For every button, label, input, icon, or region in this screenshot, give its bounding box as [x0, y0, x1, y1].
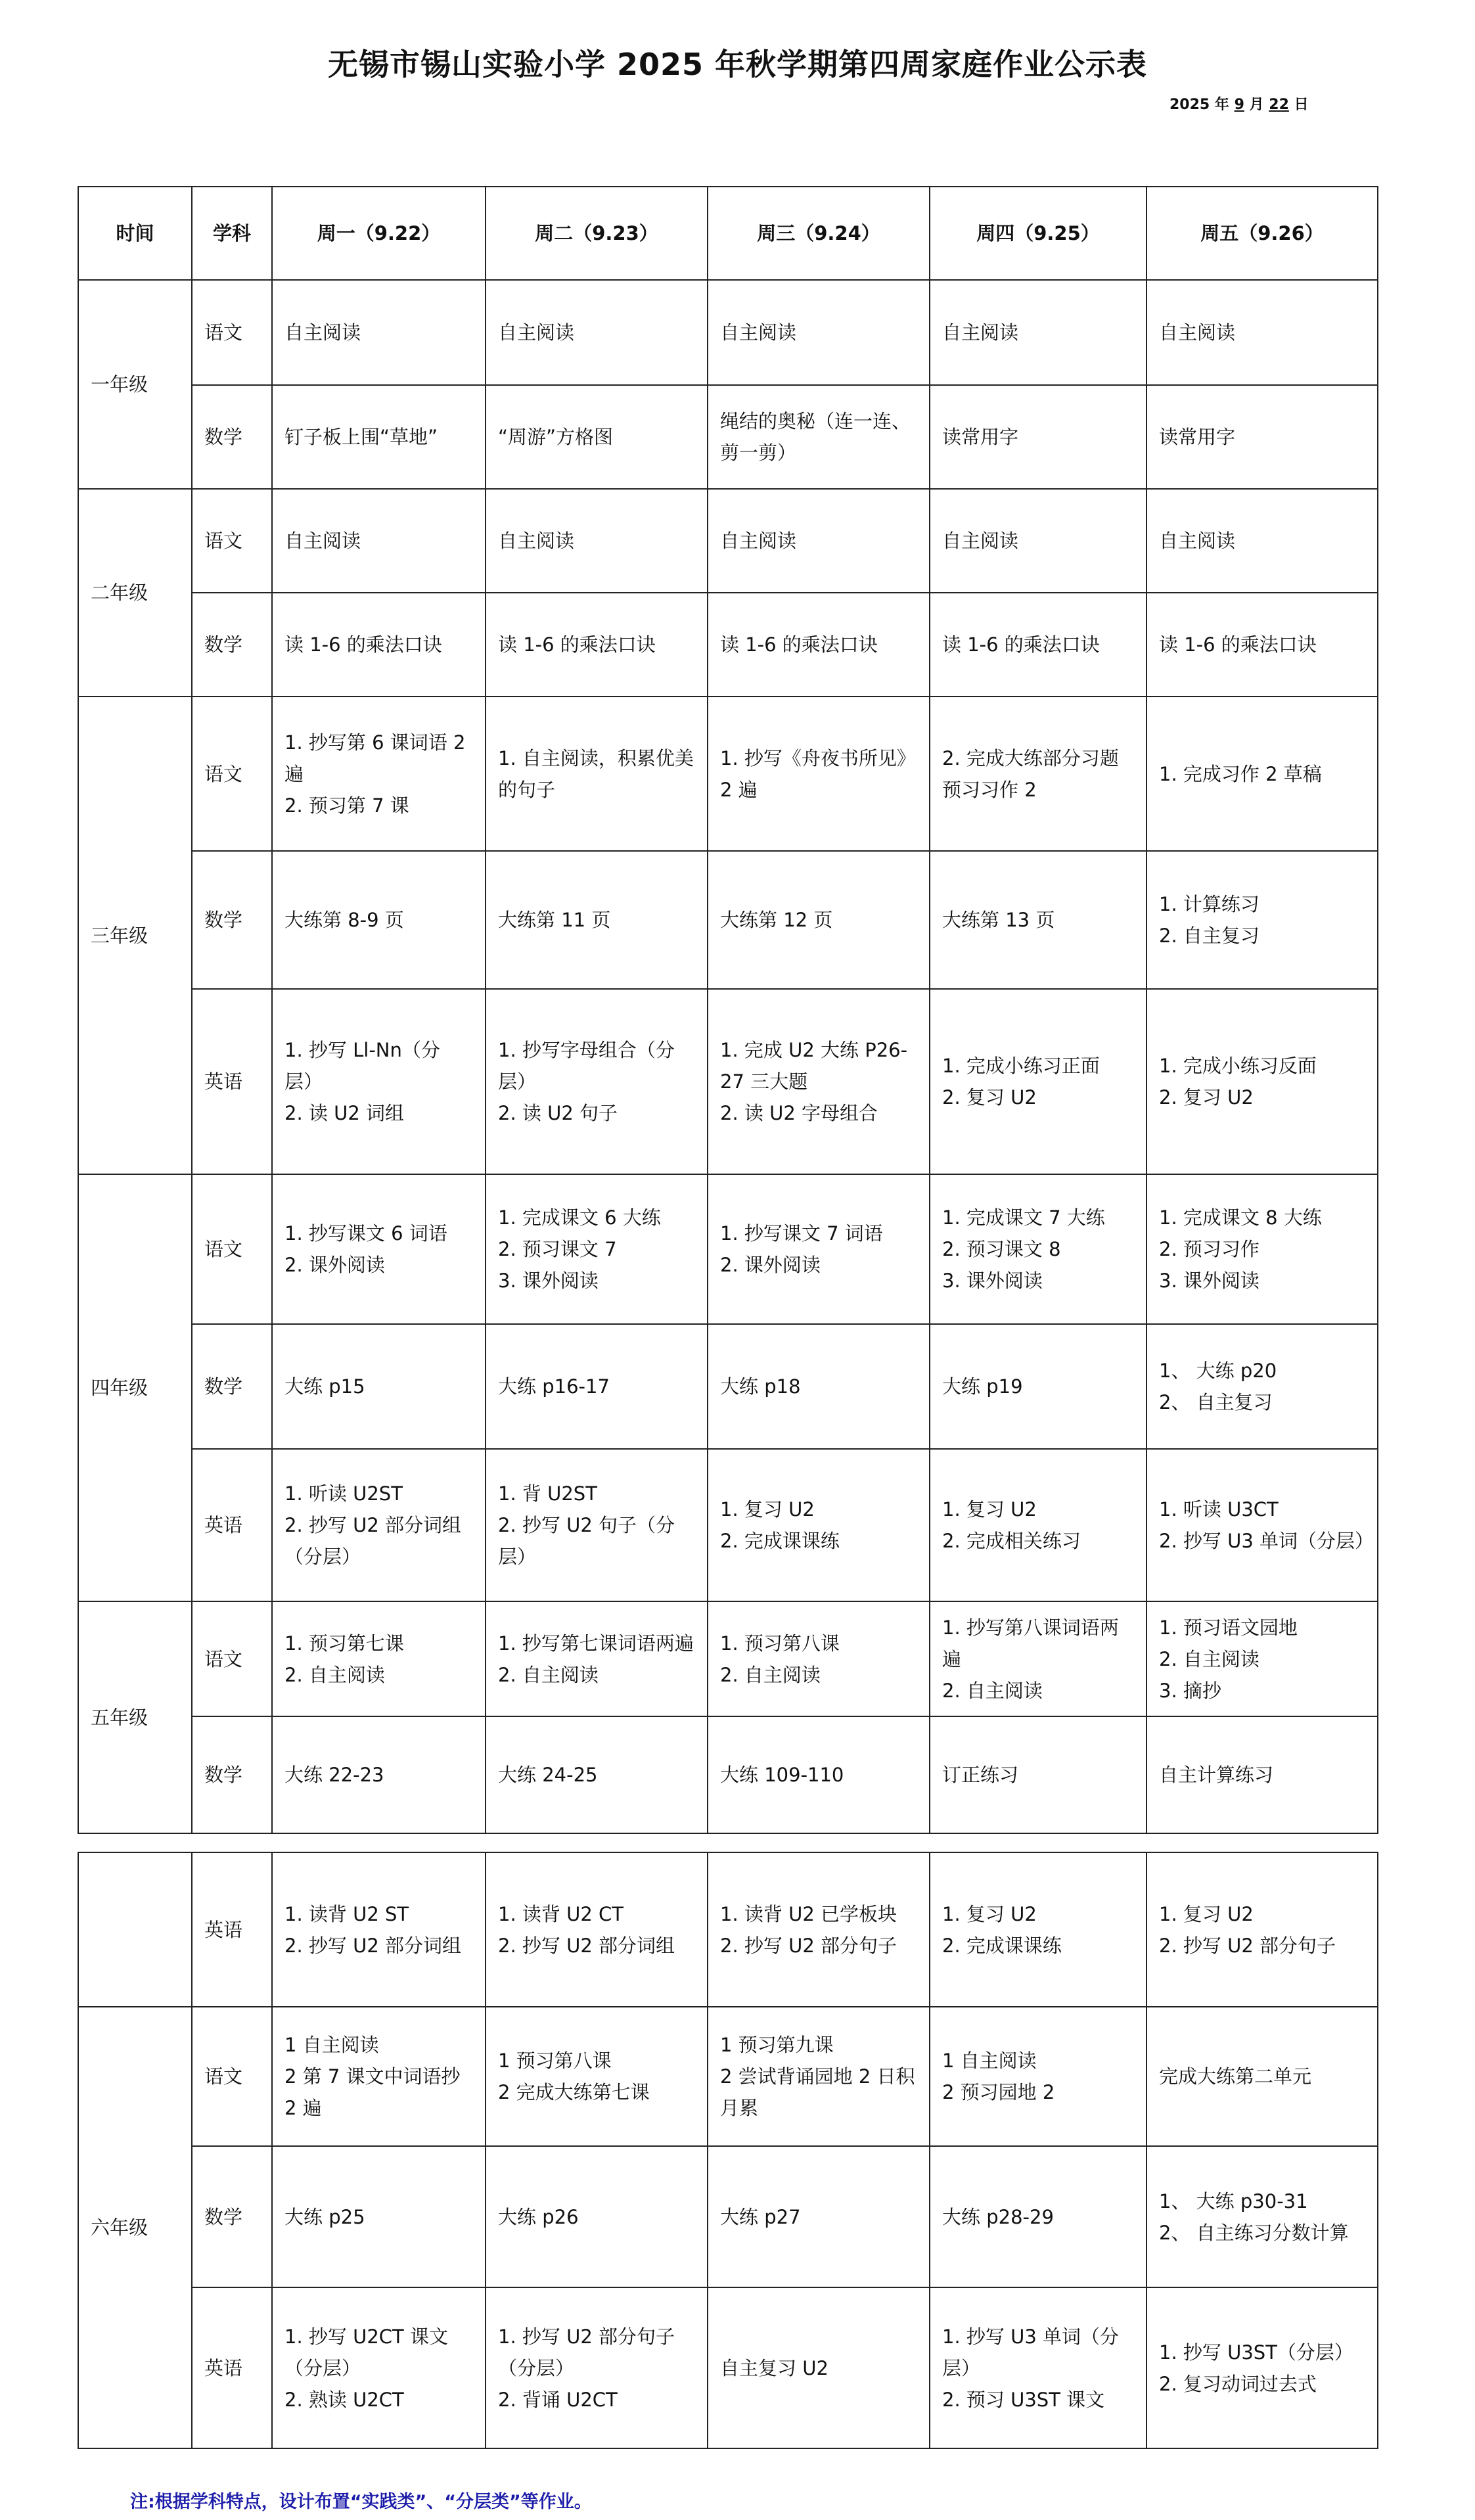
table-row — [78, 697, 1378, 851]
date-day: 22 — [1269, 97, 1289, 113]
header-day: 周二（9.23） — [486, 187, 708, 280]
table-row — [78, 2007, 1378, 2146]
subject-label: 语文 — [192, 1601, 272, 1716]
header-day: 周三（9.24） — [708, 187, 930, 280]
homework-cell: 1. 完成小练习反面 2. 复习 U2 — [1146, 989, 1378, 1174]
homework-cell: 大练第 13 页 — [930, 851, 1146, 989]
homework-cell: 1. 背 U2ST 2. 抄写 U2 句子（分层） — [486, 1449, 708, 1601]
homework-cell: 大练第 11 页 — [486, 851, 708, 989]
date-day-char: 日 — [1294, 97, 1309, 113]
header-subject: 学科 — [192, 187, 272, 280]
subject-label: 数学 — [192, 1324, 272, 1449]
homework-cell: 大练 p27 — [708, 2146, 930, 2287]
homework-cell: 读 1-6 的乘法口诀 — [1146, 593, 1378, 697]
header-day: 周四（9.25） — [930, 187, 1146, 280]
homework-cell: 1. 复习 U2 2. 完成课课练 — [708, 1449, 930, 1601]
homework-cell: 绳结的奥秘（连一连、剪一剪） — [708, 385, 930, 489]
homework-cell: 订正练习 — [930, 1716, 1146, 1833]
homework-cell: 1. 完成课文 8 大练 2. 预习习作 3. 课外阅读 — [1146, 1174, 1378, 1324]
homework-cell: 大练第 12 页 — [708, 851, 930, 989]
table-row — [78, 593, 1378, 697]
date-year: 2025 — [1169, 97, 1210, 113]
homework-cell: 1. 抄写 U3 单词（分层） 2. 预习 U3ST 课文 — [930, 2287, 1146, 2448]
homework-cell: 1. 完成小练习正面 2. 复习 U2 — [930, 989, 1146, 1174]
grade-label: 六年级 — [78, 2007, 192, 2448]
subject-label: 英语 — [192, 1852, 272, 2007]
table-row — [78, 280, 1378, 385]
subject-label: 数学 — [192, 851, 272, 989]
homework-cell: 大练 p28-29 — [930, 2146, 1146, 2287]
homework-cell: 大练 p19 — [930, 1324, 1146, 1449]
homework-cell: 1. 计算练习 2. 自主复习 — [1146, 851, 1378, 989]
homework-cell: 2. 完成大练部分习题 预习习作 2 — [930, 697, 1146, 851]
homework-cell: 自主阅读 — [272, 489, 486, 593]
homework-cell: 自主阅读 — [1146, 280, 1378, 385]
date-month: 9 — [1234, 97, 1244, 113]
homework-cell: 大练 p18 — [708, 1324, 930, 1449]
publish-date — [1169, 93, 1309, 114]
homework-cell: 自主复习 U2 — [708, 2287, 930, 2448]
homework-cell: 大练 p16-17 — [486, 1324, 708, 1449]
homework-cell: 自主阅读 — [486, 489, 708, 593]
homework-cell: “周游”方格图 — [486, 385, 708, 489]
homework-cell: 大练 p25 — [272, 2146, 486, 2287]
header-day: 周五（9.26） — [1146, 187, 1378, 280]
subject-label: 语文 — [192, 2007, 272, 2146]
homework-cell: 1. 抄写课文 7 词语 2. 课外阅读 — [708, 1174, 930, 1324]
date-year-char: 年 — [1214, 97, 1229, 113]
subject-label: 英语 — [192, 1449, 272, 1601]
homework-cell: 1. 抄写第八课词语两遍 2. 自主阅读 — [930, 1601, 1146, 1716]
table-row — [78, 989, 1378, 1174]
grade-label: 二年级 — [78, 489, 192, 697]
homework-cell: 1. 抄写《舟夜书所见》2 遍 — [708, 697, 930, 851]
date-month-char: 月 — [1249, 97, 1264, 113]
homework-cell: 读常用字 — [1146, 385, 1378, 489]
subject-label: 数学 — [192, 2146, 272, 2287]
subject-label: 数学 — [192, 1716, 272, 1833]
page-title: 无锡市锡山实验小学 2025 年秋学期第四周家庭作业公示表 — [327, 47, 1148, 82]
table-row — [78, 851, 1378, 989]
homework-cell: 大练 109-110 — [708, 1716, 930, 1833]
homework-cell: 自主阅读 — [486, 280, 708, 385]
table-row — [78, 385, 1378, 489]
header-time: 时间 — [78, 187, 192, 280]
homework-cell: 1. 抄写 U2 部分句子（分层） 2. 背诵 U2CT — [486, 2287, 708, 2448]
homework-cell: 1. 完成习作 2 草稿 — [1146, 697, 1378, 851]
homework-cell: 大练 p15 — [272, 1324, 486, 1449]
homework-cell: 1 预习第九课 2 尝试背诵园地 2 日积月累 — [708, 2007, 930, 2146]
homework-cell: 1. 预习第七课 2. 自主阅读 — [272, 1601, 486, 1716]
homework-cell: 1、 大练 p30-31 2、 自主练习分数计算 — [1146, 2146, 1378, 2287]
homework-cell: 1. 复习 U2 2. 完成相关练习 — [930, 1449, 1146, 1601]
grade-label: 三年级 — [78, 697, 192, 1174]
homework-cell: 读 1-6 的乘法口诀 — [272, 593, 486, 697]
subject-label: 语文 — [192, 489, 272, 593]
homework-cell: 1. 抄写 Ll-Nn（分层） 2. 读 U2 词组 — [272, 989, 486, 1174]
homework-cell: 1. 复习 U2 2. 抄写 U2 部分句子 — [1146, 1852, 1378, 2007]
table-row — [78, 1716, 1378, 1833]
table-row — [78, 1852, 1378, 2007]
table-row — [78, 2287, 1378, 2448]
header-day: 周一（9.22） — [272, 187, 486, 280]
homework-cell: 1. 抄写 U2CT 课文（分层） 2. 熟读 U2CT — [272, 2287, 486, 2448]
homework-table-part1 — [78, 186, 1378, 1834]
homework-cell: 1. 完成课文 6 大练 2. 预习课文 7 3. 课外阅读 — [486, 1174, 708, 1324]
homework-cell: 1. 自主阅读，积累优美的句子 — [486, 697, 708, 851]
homework-cell: 大练 p26 — [486, 2146, 708, 2287]
homework-cell: 读 1-6 的乘法口诀 — [486, 593, 708, 697]
table-row — [78, 1449, 1378, 1601]
homework-cell: 1. 预习第八课 2. 自主阅读 — [708, 1601, 930, 1716]
homework-cell: 自主计算练习 — [1146, 1716, 1378, 1833]
subject-label: 语文 — [192, 280, 272, 385]
grade-label-empty — [78, 1852, 192, 2007]
table-row — [78, 1601, 1378, 1716]
homework-cell: 1. 听读 U3CT 2. 抄写 U3 单词（分层） — [1146, 1449, 1378, 1601]
table-row — [78, 1324, 1378, 1449]
homework-cell: 大练 24-25 — [486, 1716, 708, 1833]
homework-cell: 自主阅读 — [708, 280, 930, 385]
homework-cell: 自主阅读 — [1146, 489, 1378, 593]
homework-cell: 1 自主阅读 2 预习园地 2 — [930, 2007, 1146, 2146]
homework-cell: 1. 读背 U2 CT 2. 抄写 U2 部分词组 — [486, 1852, 708, 2007]
homework-cell: 自主阅读 — [272, 280, 486, 385]
homework-cell: 1. 读背 U2 已学板块 2. 抄写 U2 部分句子 — [708, 1852, 930, 2007]
homework-cell: 自主阅读 — [930, 280, 1146, 385]
homework-cell: 大练 22-23 — [272, 1716, 486, 1833]
homework-cell: 1. 抄写第 6 课词语 2 遍 2. 预习第 7 课 — [272, 697, 486, 851]
homework-cell: 1. 预习语文园地 2. 自主阅读 3. 摘抄 — [1146, 1601, 1378, 1716]
homework-cell: 1. 抄写第七课词语两遍 2. 自主阅读 — [486, 1601, 708, 1716]
header-row — [78, 187, 1378, 280]
homework-cell: 读 1-6 的乘法口诀 — [930, 593, 1146, 697]
homework-cell: 1. 完成课文 7 大练 2. 预习课文 8 3. 课外阅读 — [930, 1174, 1146, 1324]
homework-cell: 读常用字 — [930, 385, 1146, 489]
homework-cell: 1. 抄写课文 6 词语 2. 课外阅读 — [272, 1174, 486, 1324]
subject-label: 语文 — [192, 697, 272, 851]
table-row — [78, 2146, 1378, 2287]
homework-cell: 1. 听读 U2ST 2. 抄写 U2 部分词组（分层） — [272, 1449, 486, 1601]
grade-label: 五年级 — [78, 1601, 192, 1833]
homework-cell: 完成大练第二单元 — [1146, 2007, 1378, 2146]
homework-cell: 1、 大练 p20 2、 自主复习 — [1146, 1324, 1378, 1449]
homework-cell: 自主阅读 — [708, 489, 930, 593]
homework-cell: 自主阅读 — [930, 489, 1146, 593]
homework-cell: 1 预习第八课 2 完成大练第七课 — [486, 2007, 708, 2146]
homework-cell: 1. 复习 U2 2. 完成课课练 — [930, 1852, 1146, 2007]
grade-label: 四年级 — [78, 1174, 192, 1601]
homework-cell: 1. 抄写字母组合（分层） 2. 读 U2 句子 — [486, 989, 708, 1174]
subject-label: 语文 — [192, 1174, 272, 1324]
grade-label: 一年级 — [78, 280, 192, 489]
homework-cell: 钉子板上围“草地” — [272, 385, 486, 489]
subject-label: 数学 — [192, 593, 272, 697]
homework-cell: 1 自主阅读 2 第 7 课文中词语抄 2 遍 — [272, 2007, 486, 2146]
homework-cell: 1. 完成 U2 大练 P26-27 三大题 2. 读 U2 字母组合 — [708, 989, 930, 1174]
homework-cell: 读 1-6 的乘法口诀 — [708, 593, 930, 697]
homework-table-part2 — [78, 1852, 1378, 2449]
subject-label: 英语 — [192, 989, 272, 1174]
homework-cell: 1. 读背 U2 ST 2. 抄写 U2 部分词组 — [272, 1852, 486, 2007]
subject-label: 英语 — [192, 2287, 272, 2448]
homework-cell: 大练第 8-9 页 — [272, 851, 486, 989]
subject-label: 数学 — [192, 385, 272, 489]
table-row — [78, 489, 1378, 593]
homework-cell: 1. 抄写 U3ST（分层） 2. 复习动词过去式 — [1146, 2287, 1378, 2448]
footnote: 注:根据学科特点，设计布置“实践类”、“分层类”等作业。 — [130, 2492, 592, 2512]
table-row — [78, 1174, 1378, 1324]
